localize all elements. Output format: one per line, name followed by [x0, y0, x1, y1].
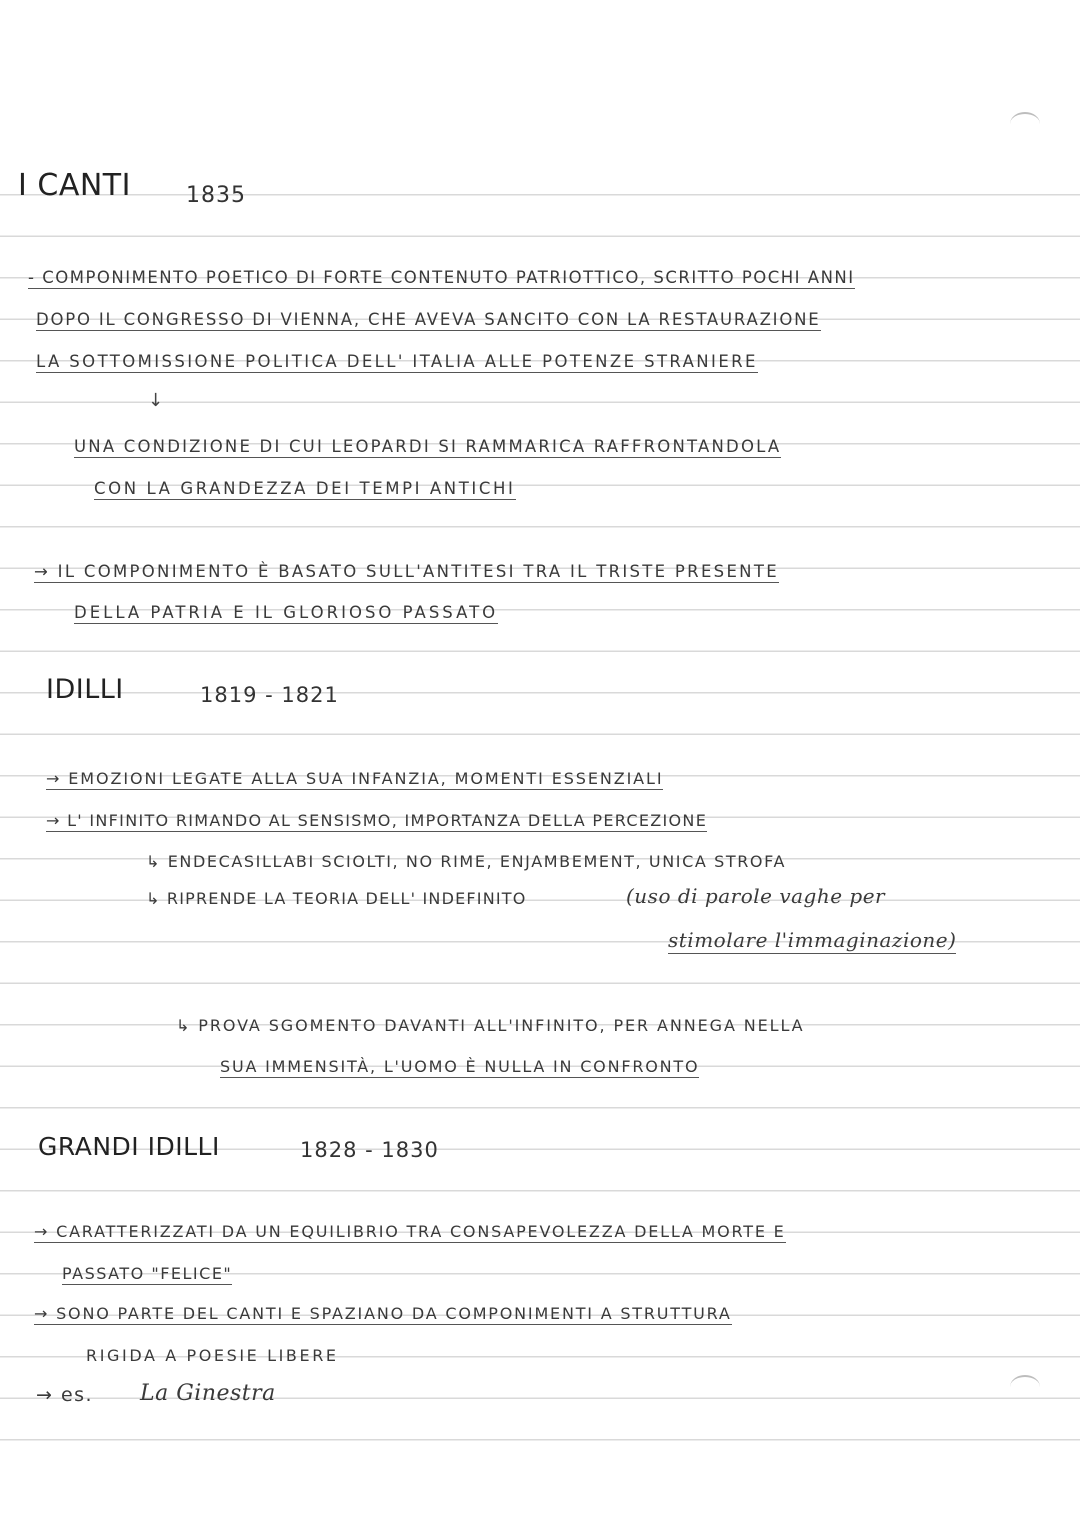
page-bottom-margin	[0, 1445, 1080, 1526]
year-canti: 1835	[186, 183, 246, 208]
years-grandi-idilli: 1828 - 1830	[300, 1138, 439, 1162]
canti-line-2: DOPO IL CONGRESSO DI VIENNA, CHE AVEVA SANCITO CON LA RESTAURAZIONE	[36, 310, 821, 329]
grandi-es-title: La Ginestra	[140, 1381, 276, 1406]
years-idilli: 1819 - 1821	[200, 683, 339, 707]
idilli-prova-1: ↳ PROVA SGOMENTO DAVANTI ALL'INFINITO, PER ANNEGA NELLA	[176, 1016, 805, 1035]
canti-cond-2: CON LA GRANDEZZA DEI TEMPI ANTICHI	[94, 479, 516, 498]
page-top-margin	[0, 0, 1080, 154]
grandi-line-4: RIGIDA A POESIE LIBERE	[86, 1346, 339, 1365]
canti-antitesi-2: DELLA PATRIA E IL GLORIOSO PASSATO	[74, 603, 499, 622]
idilli-line-3: ↳ ENDECASILLABI SCIOLTI, NO RIME, ENJAMBEMENT, UNICA STROFA	[146, 852, 787, 871]
grandi-es-prefix: → es.	[36, 1384, 94, 1406]
grandi-line-1: → CARATTERIZZATI DA UN EQUILIBRIO TRA CONSAPEVOLEZZA DELLA MORTE E	[34, 1222, 786, 1241]
heading-idilli: IDILLI	[46, 674, 124, 705]
idilli-teoria-hand-1: (uso di parole vaghe per	[626, 884, 886, 908]
idilli-line-2: → L' INFINITO RIMANDO AL SENSISMO, IMPORTANZA DELLA PERCEZIONE	[46, 811, 708, 830]
grandi-line-3: → SONO PARTE DEL CANTI E SPAZIANO DA COMPONIMENTI A STRUTTURA	[34, 1304, 732, 1323]
canti-line-1: - COMPONIMENTO POETICO DI FORTE CONTENUTO PATRIOTTICO, SCRITTO POCHI ANNI	[28, 268, 855, 287]
canti-line-3: LA SOTTOMISSIONE POLITICA DELL' ITALIA ALLE POTENZE STRANIERE	[36, 352, 758, 371]
arrow-down-icon: ↓	[148, 390, 165, 411]
idilli-line-1: → EMOZIONI LEGATE ALLA SUA INFANZIA, MOMENTI ESSENZIALI	[46, 769, 664, 788]
heading-canti: I CANTI	[18, 168, 131, 203]
grandi-line-2: PASSATO "FELICE"	[62, 1264, 233, 1283]
heading-grandi-idilli: GRANDI IDILLI	[38, 1132, 220, 1161]
binder-hole-top	[1010, 112, 1040, 136]
binder-hole-bottom	[1010, 1375, 1040, 1399]
canti-cond-1: UNA CONDIZIONE DI CUI LEOPARDI SI RAMMARICA RAFFRONTANDOLA	[74, 437, 782, 456]
idilli-prova-2: SUA IMMENSITÀ, L'UOMO È NULLA IN CONFRONTO	[220, 1057, 700, 1076]
idilli-teoria-prefix: ↳ RIPRENDE LA TEORIA DELL' INDEFINITO	[146, 889, 527, 908]
idilli-teoria-hand-2: stimolare l'immaginazione)	[668, 928, 957, 952]
canti-antitesi-1: → IL COMPONIMENTO È BASATO SULL'ANTITESI TRA IL TRISTE PRESENTE	[34, 562, 779, 581]
